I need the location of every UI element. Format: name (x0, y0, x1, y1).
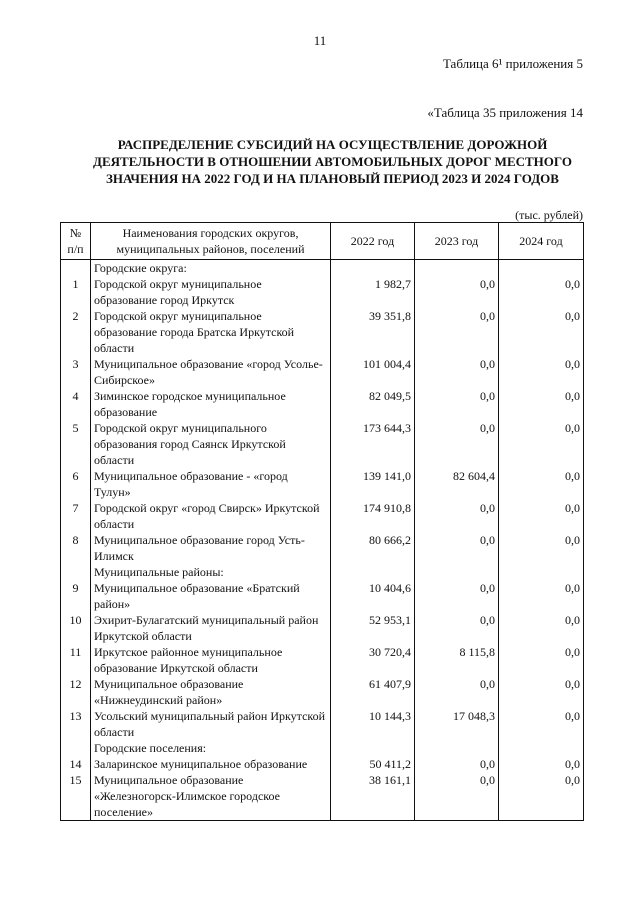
value-2024: 0,0 (499, 532, 584, 564)
table-row (61, 644, 584, 676)
value-2023: 0,0 (415, 612, 499, 644)
value-2024: 0,0 (499, 580, 584, 612)
value-2022: 173 644,3 (331, 420, 415, 468)
section-empty-cell (499, 564, 584, 580)
row-number: 7 (61, 500, 91, 532)
value-2023: 0,0 (415, 676, 499, 708)
table-row (61, 276, 584, 308)
value-2022: 1 982,7 (331, 276, 415, 308)
value-2022: 30 720,4 (331, 644, 415, 676)
header-2024: 2024 год (499, 223, 584, 260)
row-number: 5 (61, 420, 91, 468)
value-2024: 0,0 (499, 500, 584, 532)
value-2022: 139 141,0 (331, 468, 415, 500)
section-num-cell (61, 740, 91, 756)
section-row (61, 260, 584, 277)
value-2023: 0,0 (415, 356, 499, 388)
document-title: РАСПРЕДЕЛЕНИЕ СУБСИДИЙ НА ОСУЩЕСТВЛЕНИЕ ДОРОЖНОЙ ДЕЯТЕЛЬНОСТИ В ОТНОШЕНИИ АВТОМОБИЛЬНЫХ ДОРОГ МЕСТНОГО ЗНАЧЕНИЯ НА 2022 ГОД И НА ПЛАНОВЫЙ ПЕРИОД 2023 И 2024 ГОДОВ (93, 137, 572, 186)
value-2022: 80 666,2 (331, 532, 415, 564)
header-2022: 2022 год (331, 223, 415, 260)
value-2023: 17 048,3 (415, 708, 499, 740)
value-2022: 101 004,4 (331, 356, 415, 388)
table-row (61, 468, 584, 500)
value-2023: 0,0 (415, 388, 499, 420)
value-2022: 10 404,6 (331, 580, 415, 612)
table-row (61, 676, 584, 708)
value-2022: 52 953,1 (331, 612, 415, 644)
row-name: Муниципальное образование «Братский район» (91, 580, 331, 612)
row-name: Зиминское городское муниципальное образование (91, 388, 331, 420)
value-2023: 0,0 (415, 500, 499, 532)
value-2024: 0,0 (499, 420, 584, 468)
value-2023: 0,0 (415, 580, 499, 612)
value-2024: 0,0 (499, 612, 584, 644)
row-name: Городской округ муниципальное образование города Братска Иркутской области (91, 308, 331, 356)
value-2023: 0,0 (415, 308, 499, 356)
row-name: Иркутское районное муниципальное образование Иркутской области (91, 644, 331, 676)
table-row (61, 612, 584, 644)
value-2022: 50 411,2 (331, 756, 415, 772)
section-row (61, 564, 584, 580)
subsidy-table (60, 222, 584, 821)
row-name: Муниципальное образование «Железногорск-Илимское городское поселение» (91, 772, 331, 821)
units-label: (тыс. рублей) (515, 208, 583, 222)
row-name: Муниципальное образование «город Усолье-Сибирское» (91, 356, 331, 388)
value-2023: 0,0 (415, 420, 499, 468)
value-2024: 0,0 (499, 388, 584, 420)
value-2023: 82 604,4 (415, 468, 499, 500)
row-name: Городской округ муниципальное образование город Иркутск (91, 276, 331, 308)
row-name: Муниципальное образование - «город Тулун» (91, 468, 331, 500)
section-num-cell (61, 564, 91, 580)
header-name: Наименования городских округов, муниципальных районов, поселений (91, 223, 331, 260)
table-row (61, 772, 584, 821)
value-2022: 39 351,8 (331, 308, 415, 356)
table-row (61, 356, 584, 388)
value-2024: 0,0 (499, 276, 584, 308)
page-number: 11 (313, 33, 327, 48)
row-number: 1 (61, 276, 91, 308)
table-header-row (61, 223, 584, 260)
table-row (61, 580, 584, 612)
section-empty-cell (415, 740, 499, 756)
table-row (61, 420, 584, 468)
table-row (61, 500, 584, 532)
section-row (61, 740, 584, 756)
value-2022: 61 407,9 (331, 676, 415, 708)
table-row (61, 388, 584, 420)
header-num: № п/п (61, 223, 91, 260)
row-number: 4 (61, 388, 91, 420)
value-2023: 0,0 (415, 756, 499, 772)
section-empty-cell (499, 260, 584, 277)
value-2023: 0,0 (415, 276, 499, 308)
section-empty-cell (415, 564, 499, 580)
value-2024: 0,0 (499, 756, 584, 772)
row-number: 2 (61, 308, 91, 356)
table-reference-secondary: «Таблица 35 приложения 14 (427, 105, 583, 120)
section-empty-cell (331, 260, 415, 277)
section-num-cell (61, 260, 91, 277)
section-label: Муниципальные районы: (91, 564, 331, 580)
header-2023: 2023 год (415, 223, 499, 260)
section-label: Городские поселения: (91, 740, 331, 756)
row-number: 8 (61, 532, 91, 564)
row-name: Заларинское муниципальное образование (91, 756, 331, 772)
row-number: 6 (61, 468, 91, 500)
row-name: Муниципальное образование город Усть-Илимск (91, 532, 331, 564)
row-number: 10 (61, 612, 91, 644)
row-number: 14 (61, 756, 91, 772)
row-name: Усольский муниципальный район Иркутской области (91, 708, 331, 740)
value-2023: 8 115,8 (415, 644, 499, 676)
value-2024: 0,0 (499, 468, 584, 500)
table-row (61, 532, 584, 564)
row-number: 12 (61, 676, 91, 708)
row-name: Городской округ муниципального образования город Саянск Иркутской области (91, 420, 331, 468)
row-number: 11 (61, 644, 91, 676)
table-row (61, 708, 584, 740)
section-empty-cell (331, 740, 415, 756)
value-2024: 0,0 (499, 708, 584, 740)
section-label: Городские округа: (91, 260, 331, 277)
value-2024: 0,0 (499, 676, 584, 708)
section-empty-cell (331, 564, 415, 580)
value-2022: 82 049,5 (331, 388, 415, 420)
row-number: 9 (61, 580, 91, 612)
value-2022: 38 161,1 (331, 772, 415, 821)
value-2023: 0,0 (415, 772, 499, 821)
row-number: 13 (61, 708, 91, 740)
value-2024: 0,0 (499, 308, 584, 356)
row-name: Муниципальное образование «Нижнеудинский район» (91, 676, 331, 708)
table-row (61, 308, 584, 356)
value-2022: 10 144,3 (331, 708, 415, 740)
table-body (61, 260, 584, 821)
value-2022: 174 910,8 (331, 500, 415, 532)
table-row (61, 756, 584, 772)
value-2023: 0,0 (415, 532, 499, 564)
value-2024: 0,0 (499, 644, 584, 676)
row-name: Эхирит-Булагатский муниципальный район Иркутской области (91, 612, 331, 644)
value-2024: 0,0 (499, 356, 584, 388)
row-number: 3 (61, 356, 91, 388)
row-name: Городской округ «город Свирск» Иркутской области (91, 500, 331, 532)
value-2024: 0,0 (499, 772, 584, 821)
table-reference: Таблица 6¹ приложения 5 (442, 56, 583, 71)
section-empty-cell (499, 740, 584, 756)
section-empty-cell (415, 260, 499, 277)
row-number: 15 (61, 772, 91, 821)
